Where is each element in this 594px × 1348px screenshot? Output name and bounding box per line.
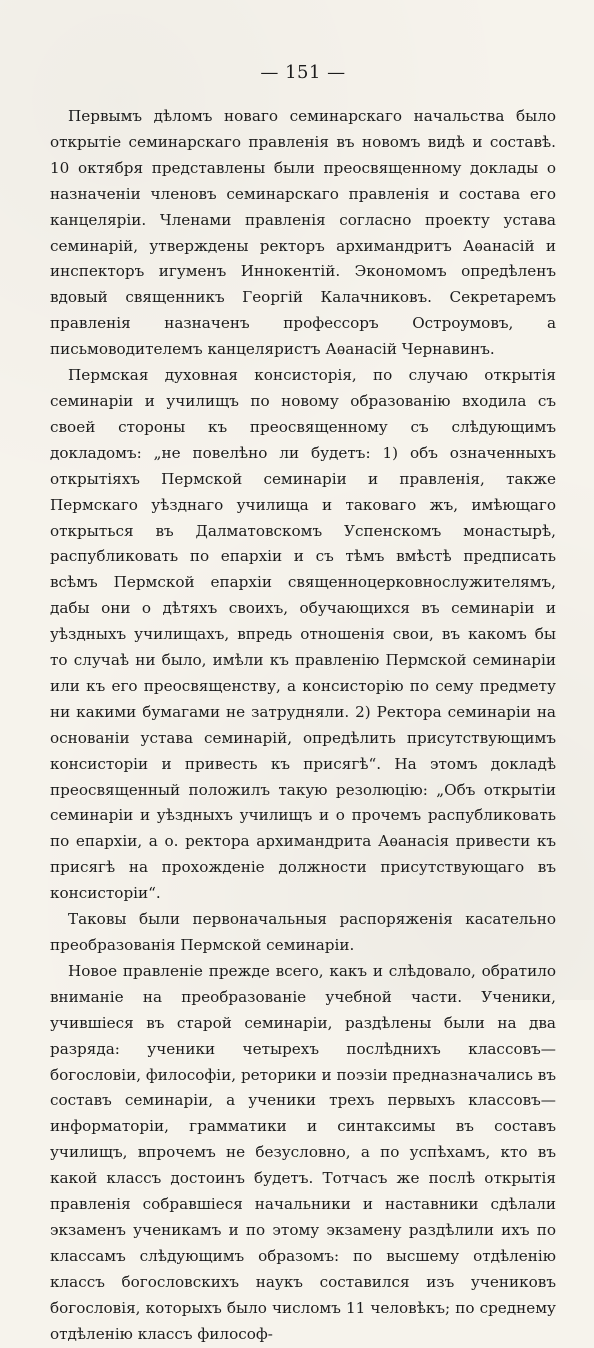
- page-number: — 151 —: [260, 62, 346, 83]
- paragraph-2: Пермская духовная консисторія, по случаю открытія семинаріи и училищъ по новому образованію входила съ своей стороны къ преосвященному съ слѣдующимъ докладомъ: „не повелѣно ли будетъ: 1) объ означенныхъ открытіяхъ Пермской семинаріи и правленія, также Пермскаго уѣзднаго училища и таковаго жъ, имѣющаго открыться въ Далматовскомъ Успенскомъ монастырѣ, распубликовать по епархіи и съ тѣмъ вмѣстѣ предписать всѣмъ Пермской епархіи священноцерковнослужителямъ, дабы они о дѣтяхъ своихъ, обучающихся въ семинаріи и уѣздныхъ училищахъ, впредь отношенія свои, въ какомъ бы то случаѣ ни было, имѣли къ правленію Пермской семинаріи или къ его преосвященству, а консисторію по сему предмету ни какими бумагами не затрудняли. 2) Ректора семинаріи на основаніи устава семинарій, опредѣлить присутствующимъ консисторіи и привесть къ присягѣ“. На этомъ докладѣ преосвященный положилъ такую резолюцію: „Объ открытіи семинаріи и уѣздныхъ училищъ и о прочемъ распубликовать по епархіи, а о. ректора архимандрита Аѳанасія привести къ присягѣ на прохожденіе должности присутствующаго въ консисторіи“.: [50, 366, 556, 903]
- paragraph-4: Новое правленіе прежде всего, какъ и слѣдовало, обратило вниманіе на преобразованіе учебной части. Ученики, учившіеся въ старой семинаріи, раздѣлены были на два разряда: ученики четырехъ послѣднихъ классовъ— богословіи, философіи, реторики и поэзіи предназначались въ составъ семинаріи, а ученики трехъ первыхъ классовъ—информаторіи, грамматики и синтаксимы въ составъ училищъ, впрочемъ не безусловно, а по успѣхамъ, кто въ какой классъ достоинъ будетъ. Тотчасъ же послѣ открытія правленія собравшіеся начальники и наставники сдѣлали экзаменъ ученикамъ и по этому экзамену раздѣлили ихъ по классамъ слѣдующимъ образомъ: по высшему отдѣленію классъ богословскихъ наукъ составился изъ учениковъ богословія, которыхъ было числомъ 11 человѣкъ; по среднему отдѣленію классъ философ-: [50, 961, 556, 1343]
- page-text: [50, 104, 556, 1348]
- paragraph-1: Первымъ дѣломъ новаго семинарскаго начальства было открытіе семинарскаго правленія въ новомъ видѣ и составѣ. 10 октября представлены были преосвященному доклады о назначеніи членовъ семинарскаго правленія и состава его канцеляріи. Членами правленія согласно проекту устава семинарій, утверждены ректоръ архимандритъ Аѳанасій и инспекторъ игуменъ Иннокентій. Экономомъ опредѣленъ вдовый священникъ Георгій Калачниковъ. Секретаремъ правленія назначенъ профессоръ Остроумовъ, а письмоводителемъ канцеляристъ Аѳанасій Чернавинъ.: [50, 107, 556, 359]
- paragraph-3: Таковы были первоначальныя распоряженія касательно преобразованія Пермской семинаріи.: [50, 910, 556, 954]
